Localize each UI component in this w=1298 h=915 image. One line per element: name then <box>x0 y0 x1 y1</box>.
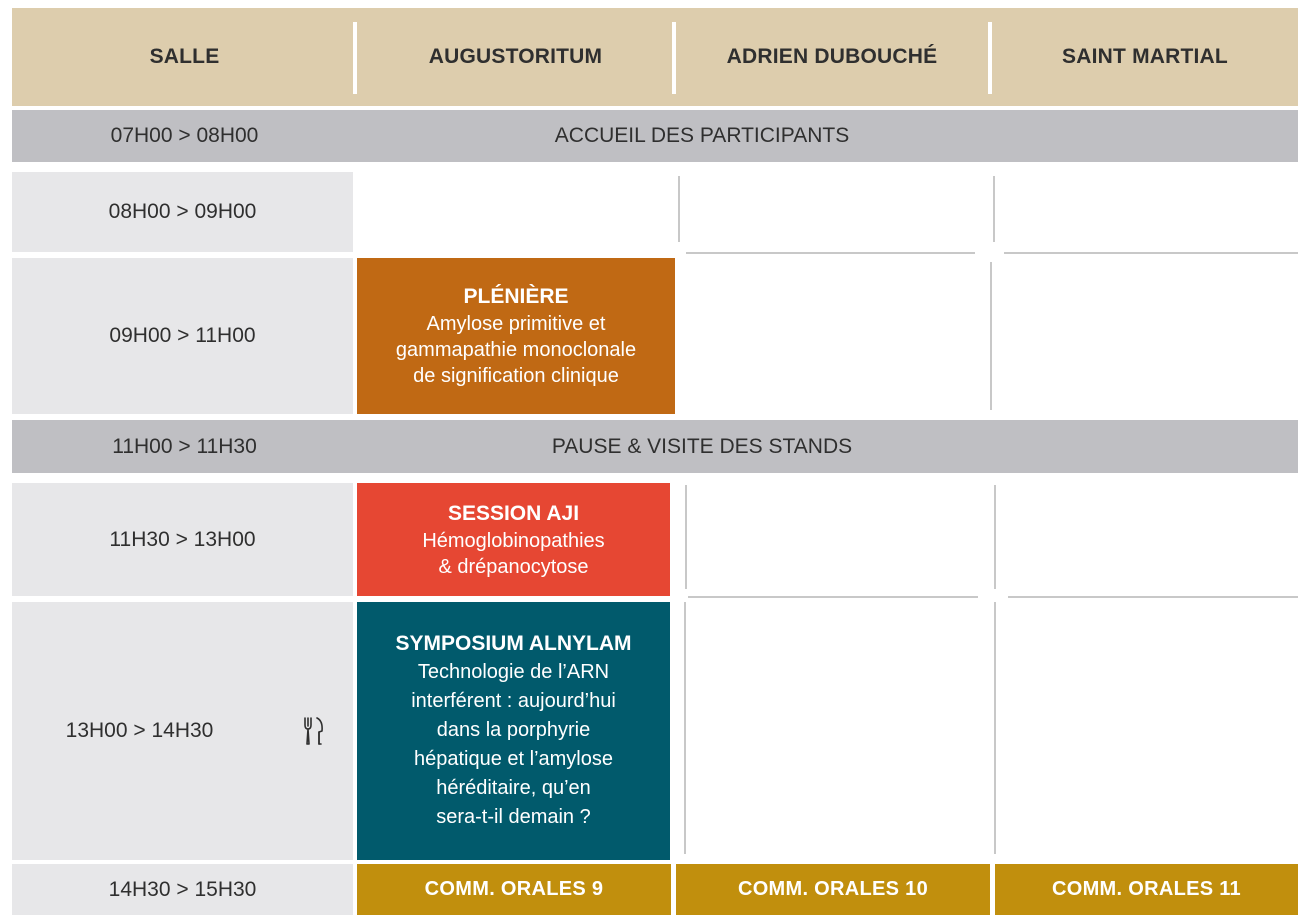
time-cell <box>12 483 353 596</box>
session-pleniere[interactable] <box>357 258 675 414</box>
time-cell <box>12 864 353 915</box>
grid-line <box>1004 252 1298 254</box>
session-title: PLÉNIÈRE <box>463 285 569 308</box>
time-cell <box>12 602 353 860</box>
session-aji[interactable] <box>357 483 670 596</box>
time-label: 14H30 > 15H30 <box>108 877 257 901</box>
grid-line <box>685 485 687 589</box>
time-label: 08H00 > 09H00 <box>108 200 257 223</box>
grid-line <box>688 596 978 598</box>
header-room-saint-martial: SAINT MARTIAL <box>1062 45 1228 68</box>
fork-knife-icon <box>303 716 325 746</box>
time-label: 13H00 > 14H30 <box>65 719 214 742</box>
grid-line <box>1008 596 1298 598</box>
time-cell <box>12 258 353 414</box>
time-label: 11H00 > 11H30 <box>112 434 257 458</box>
header-room-adrien-dubouche: ADRIEN DUBOUCHÉ <box>726 45 938 68</box>
comm-orales-9[interactable]: COMM. ORALES 9 <box>357 864 671 915</box>
time-cell <box>12 172 353 252</box>
grid-line <box>990 262 992 410</box>
session-description: Technologie de l’ARN interférent : aujourd’hui dans la porphyrie hépatique et l’amylose héréditaire, qu’en sera-t-il demain ? <box>411 661 616 828</box>
header-room-augustoritum: AUGUSTORITUM <box>428 45 603 68</box>
comm-orales-10[interactable]: COMM. ORALES 10 <box>676 864 990 915</box>
grid-line <box>684 602 686 854</box>
session-description: Hémoglobinopathies & drépanocytose <box>422 529 605 578</box>
grid-line <box>686 252 975 254</box>
grid-line <box>678 176 680 242</box>
session-description: Amylose primitive et gammapathie monoclonale de signification clinique <box>395 313 637 387</box>
time-label: 11H30 > 13H00 <box>109 527 256 551</box>
band-text-accueil: ACCUEIL DES PARTICIPANTS <box>554 124 850 147</box>
comm-orales-11[interactable]: COMM. ORALES 11 <box>995 864 1298 915</box>
time-label: 07H00 > 08H00 <box>110 124 259 147</box>
session-symposium-alnylam[interactable] <box>357 602 670 860</box>
time-label: 09H00 > 11H00 <box>109 324 256 347</box>
session-title: SESSION AJI <box>447 501 580 525</box>
grid-line <box>993 176 995 242</box>
header-salle: SALLE <box>149 45 220 68</box>
grid-line <box>994 485 996 589</box>
session-title: SYMPOSIUM ALNYLAM <box>395 632 632 655</box>
band-text-pause: PAUSE & VISITE DES STANDS <box>551 434 853 458</box>
grid-line <box>994 602 996 854</box>
